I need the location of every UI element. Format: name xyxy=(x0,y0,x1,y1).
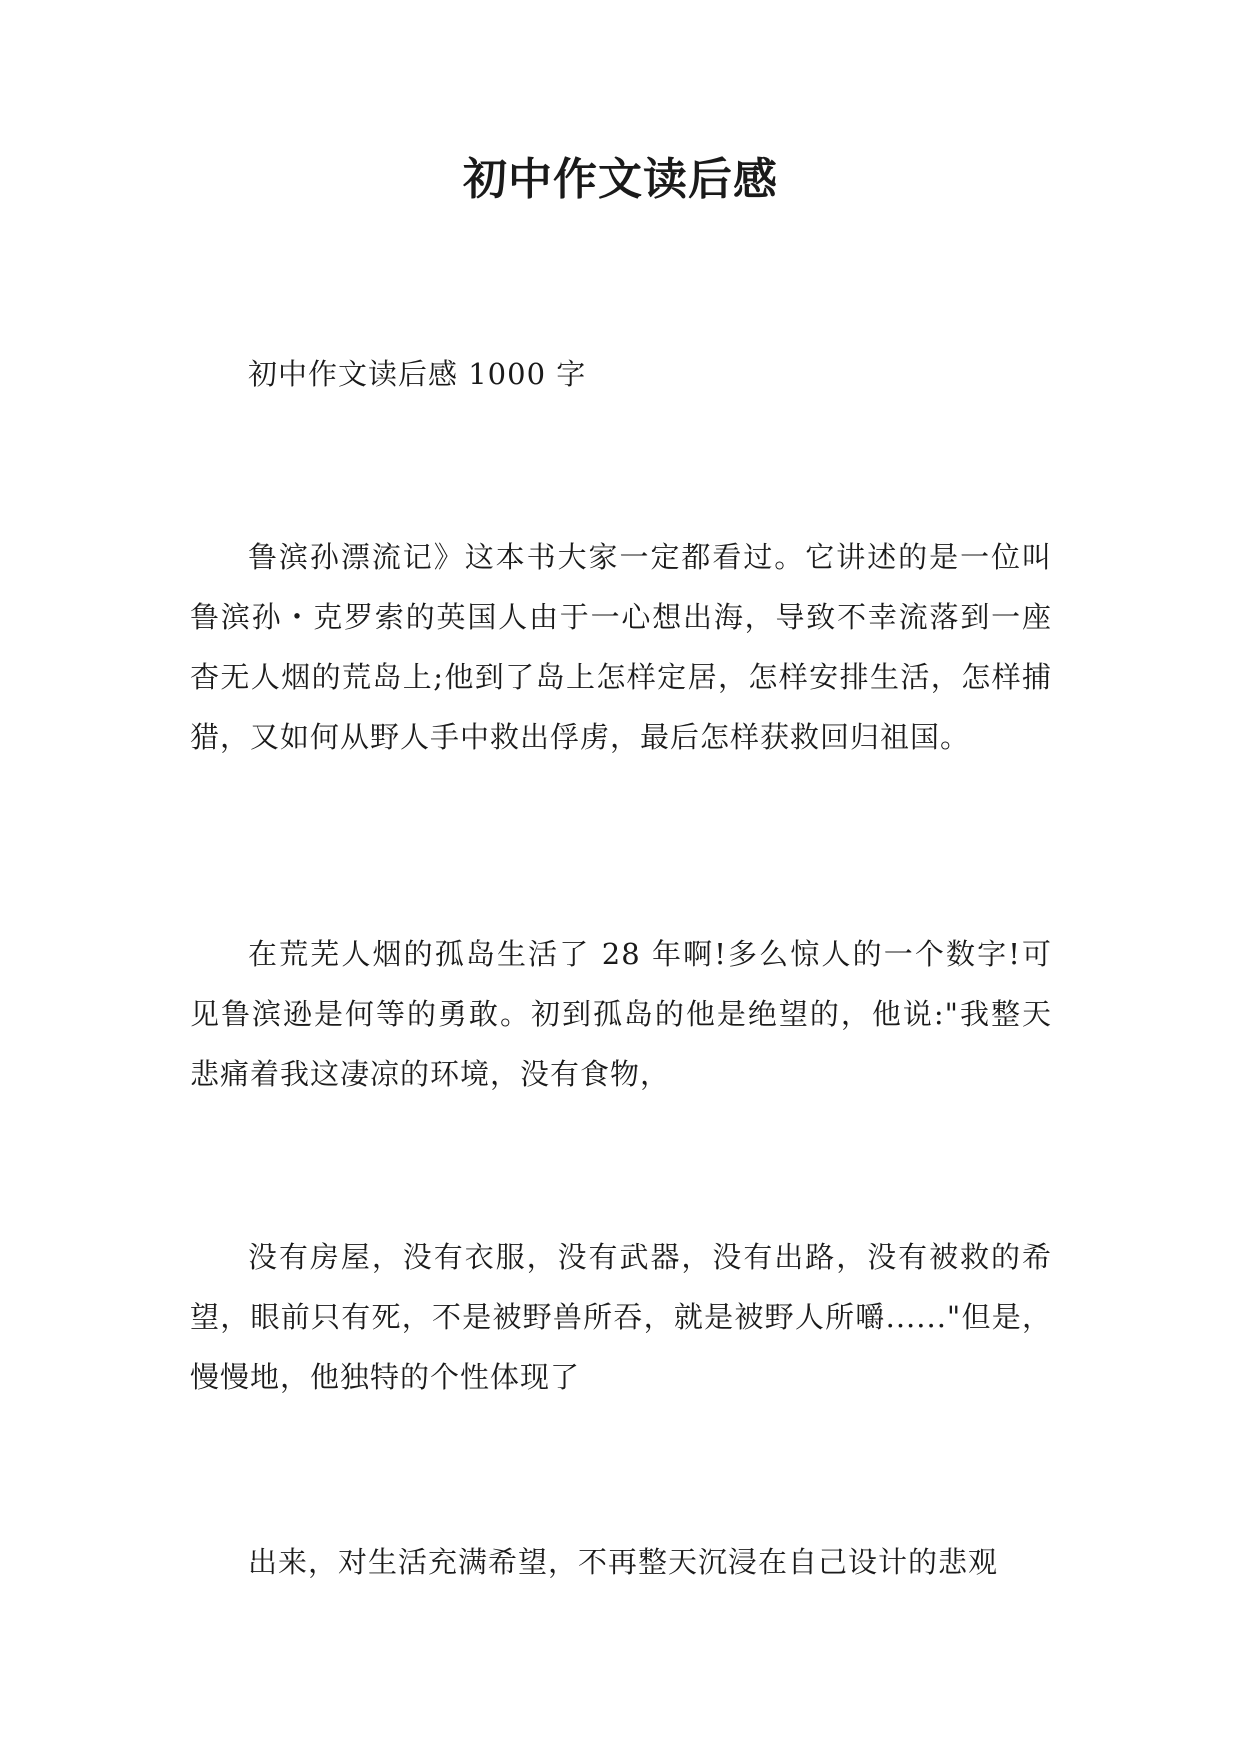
paragraph-3: 没有房屋，没有衣服，没有武器，没有出路，没有被救的希望，眼前只有死，不是被野兽所吞，就是被野人所嚼......"但是，慢慢地，他独特的个性体现了 xyxy=(190,1240,1052,1394)
document-subtitle: 初中作文读后感 1000 字 xyxy=(248,357,587,391)
paragraph-2: 在荒芜人烟的孤岛生活了 28 年啊!多么惊人的一个数字!可见鲁滨逊是何等的勇敢。初到孤岛的他是绝望的，他说:"我整天悲痛着我这凄凉的环境，没有食物， xyxy=(190,937,1052,1091)
paragraph-1: 鲁滨孙漂流记》这本书大家一定都看过。它讲述的是一位叫鲁滨孙・克罗索的英国人由于一心想出海，导致不幸流落到一座杳无人烟的荒岛上;他到了岛上怎样定居，怎样安排生活，怎样捕猎，又如何从野人手中救出俘虏，最后怎样获救回归祖国。 xyxy=(190,540,1052,754)
paragraph-4: 出来，对生活充满希望，不再整天沉浸在自己设计的悲观 xyxy=(248,1545,999,1579)
document-title: 初中作文读后感 xyxy=(463,154,778,205)
